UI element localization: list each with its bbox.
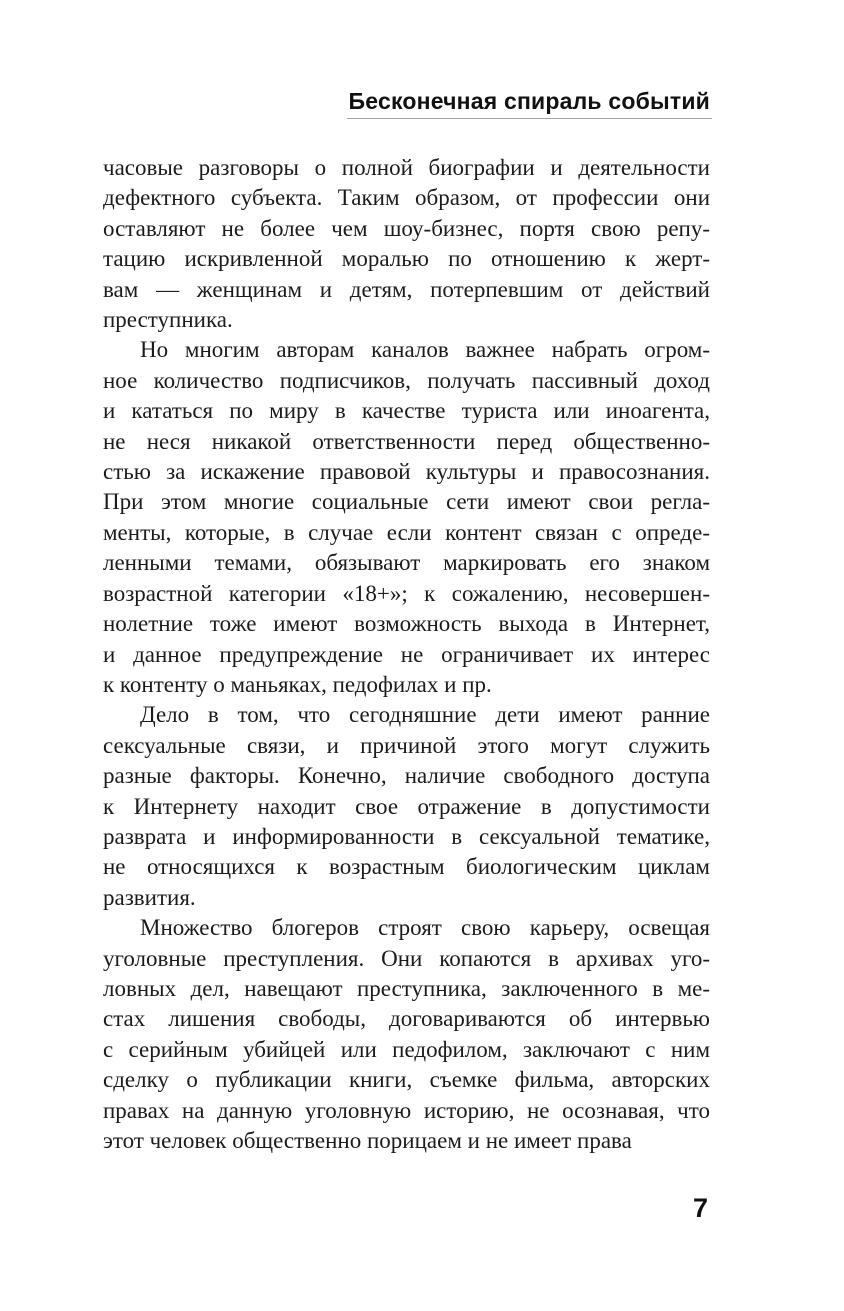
text-line: ловных дел, навещают преступника, заключенного в ме- <box>103 975 710 1001</box>
text-line: с серийным убийцей или педофилом, заключают с ним <box>103 1036 710 1062</box>
text-line: развития. <box>103 884 196 910</box>
text-line: Множество блогеров строят свою карьеру, освещая <box>140 915 710 941</box>
text-line: тацию искривленной моралью по отношению к жерт- <box>103 246 710 272</box>
page-number: 7 <box>692 1193 708 1223</box>
paragraph <box>103 153 710 335</box>
paragraph <box>103 913 710 1156</box>
running-head-row <box>0 88 712 119</box>
text-line: ленными темами, обязывают маркировать его знаком <box>103 550 710 576</box>
text-line: и кататься по миру в качестве туриста или иноагента, <box>103 398 710 424</box>
text-line: и данное предупреждение не ограничивает их интерес <box>103 641 710 667</box>
text-line: к контенту о маньяках, педофилах и пр. <box>103 671 492 697</box>
text-line: сделку о публикации книги, съемке фильма, авторских <box>103 1067 710 1093</box>
paragraph <box>103 335 710 700</box>
text-line: менты, которые, в случае если контент связан с опреде- <box>103 519 710 545</box>
text-line: ное количество подписчиков, получать пассивный доход <box>103 367 710 393</box>
text-line: При этом многие социальные сети имеют свои регла- <box>103 489 710 515</box>
text-line: часовые разговоры о полной биографии и деятельности <box>103 155 710 180</box>
text-line: Но многим авторам каналов важнее набрать огром- <box>140 337 710 363</box>
text-line: стах лишения свободы, договариваются об интервью <box>103 1006 710 1032</box>
text-line: разные факторы. Конечно, наличие свободного доступа <box>103 763 710 789</box>
text-line: Дело в том, что сегодняшние дети имеют ранние <box>140 702 710 728</box>
text-line: к Интернету находит свое отражение в допустимости <box>103 793 710 819</box>
text-line: стью за искажение правовой культуры и правосознания. <box>103 459 710 485</box>
running-head: Бесконечная спираль событий <box>347 88 712 119</box>
body-text <box>103 153 710 1156</box>
text-line: вам — женщинам и детям, потерпевшим от действий <box>103 276 710 302</box>
text-line: нолетние тоже имеют возможность выхода в Интернет, <box>103 611 710 637</box>
text-line: оставляют не более чем шоу-бизнес, портя свою репу- <box>103 215 710 241</box>
text-line: преступника. <box>103 307 233 333</box>
text-line: разврата и информированности в сексуальной тематике, <box>103 823 710 849</box>
text-line: не относящихся к возрастным биологическим циклам <box>103 854 710 880</box>
text-line: этот человек общественно порицаем и не имеет права <box>103 1128 632 1153</box>
text-line: уголовные преступления. Они копаются в архивах уго- <box>103 945 710 971</box>
paragraph <box>103 700 710 913</box>
text-line: сексуальные связи, и причиной этого могут служить <box>103 732 710 758</box>
text-line: дефектного субъекта. Таким образом, от профессии они <box>103 185 710 211</box>
text-line: не неся никакой ответственности перед общественно- <box>103 428 710 454</box>
text-line: правах на данную уголовную историю, не осознавая, что <box>103 1097 710 1123</box>
text-line: возрастной категории «18+»; к сожалению, несовершен- <box>103 580 710 606</box>
